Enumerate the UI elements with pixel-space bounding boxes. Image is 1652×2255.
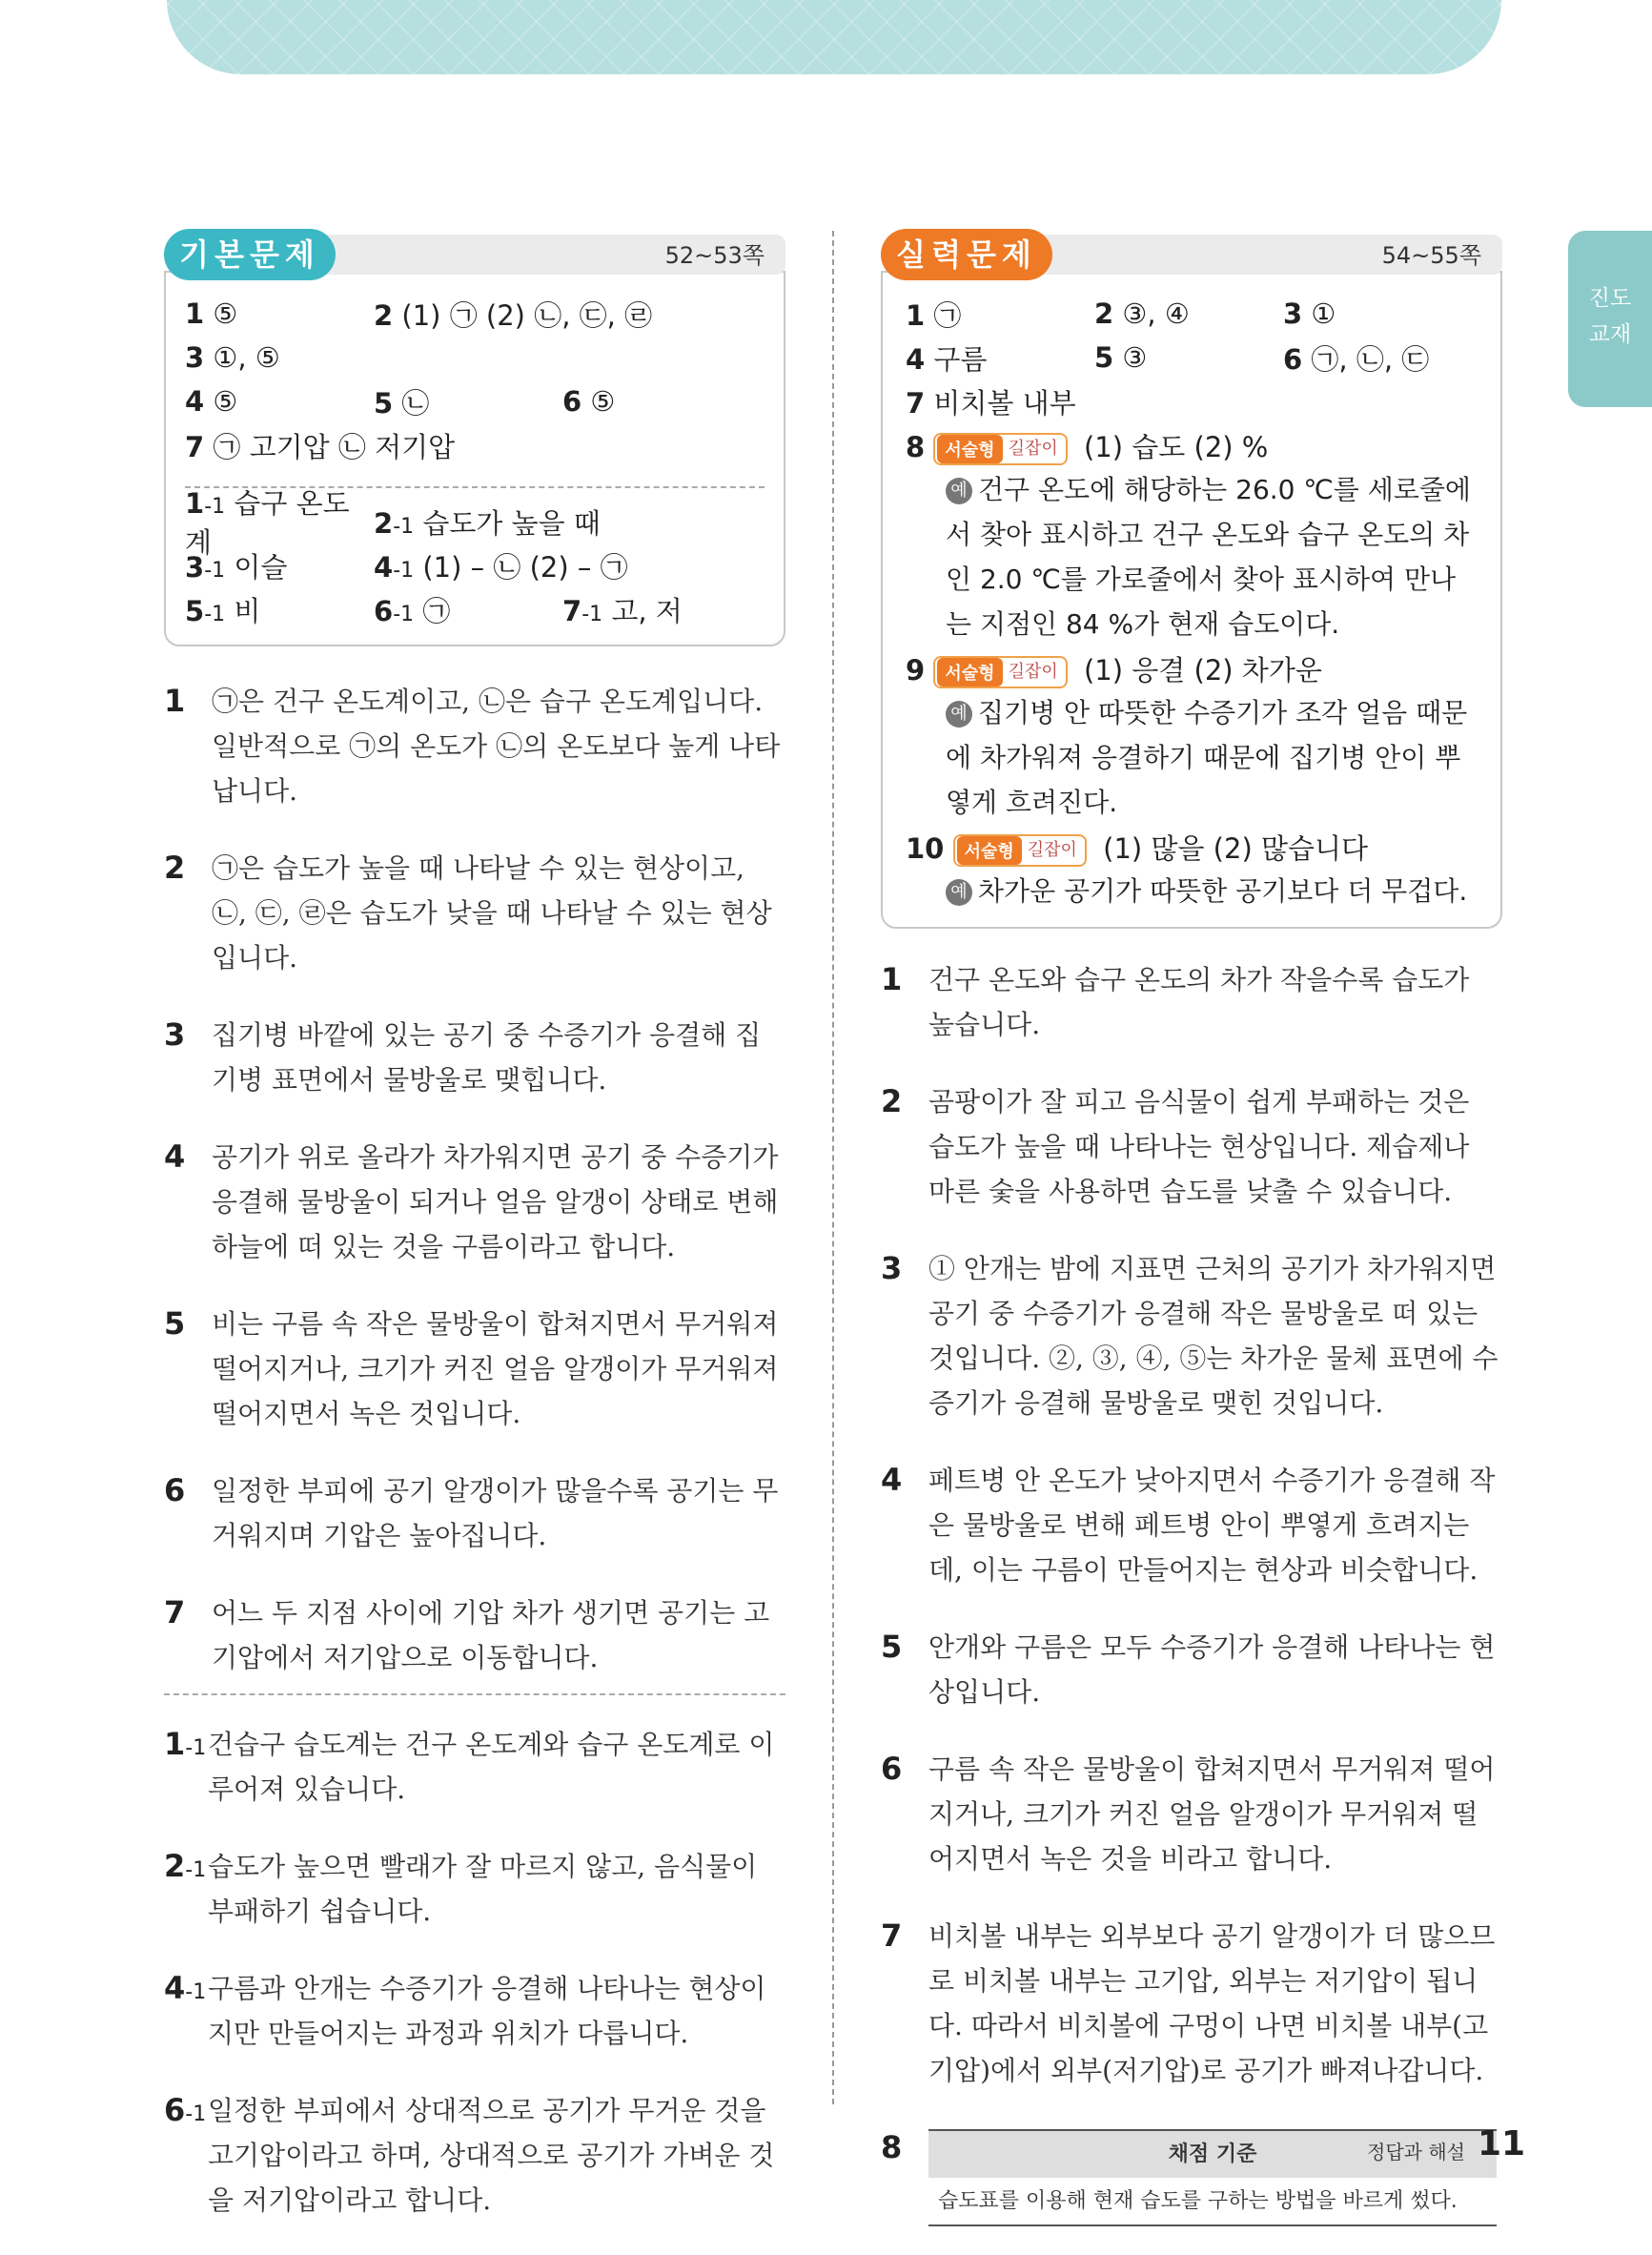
answer-row	[185, 379, 765, 423]
example-mark-icon: 예	[946, 478, 972, 504]
page-number: 11	[1478, 2124, 1526, 2163]
answer-number: 7	[185, 430, 205, 463]
answer-value: 이슬	[234, 550, 288, 584]
answer-number: 3	[185, 341, 205, 374]
answer-value: ㉠ 고기압 ㉡ 저기압	[213, 430, 456, 463]
answer-value: (1) 응결 (2) 차가운	[1083, 653, 1322, 687]
descriptive-badge-tag: 길잡이	[1008, 438, 1058, 459]
answer-row	[906, 379, 1481, 423]
explanation-number: 3	[881, 1250, 903, 1286]
answer-row	[185, 423, 765, 467]
explanation-item	[164, 1302, 785, 1436]
answer-value: 비치볼 내부	[933, 386, 1076, 420]
explanation-number: 7	[164, 1594, 186, 1630]
example-answer	[906, 467, 1481, 646]
right-column	[881, 229, 1502, 2249]
answer-number: 5	[374, 386, 394, 420]
explanation-item	[881, 1458, 1502, 1592]
explanation-item	[881, 1079, 1502, 1214]
basic-section-title: 기본문제	[164, 229, 336, 280]
answer-value: 습구 온도계	[185, 487, 350, 559]
answer-row	[185, 292, 765, 336]
descriptive-badge-label: 서술형	[957, 836, 1022, 865]
advanced-answer-box	[881, 271, 1502, 929]
answer-number: 3	[1283, 297, 1303, 330]
answer-number: 9	[906, 653, 926, 687]
answer-row	[906, 292, 1481, 336]
explanation-text: ㉠은 습도가 높을 때 나타날 수 있는 현상이고, ㉡, ㉢, ㉣은 습도가 낮을 때 나타날 수 있는 현상입니다.	[212, 852, 772, 974]
explanation-item	[164, 846, 785, 980]
explanation-item	[164, 679, 785, 813]
explanation-text: 안개와 구름은 모두 수증기가 응결해 나타나는 현상입니다.	[928, 1631, 1496, 1708]
answer-value: ㉠	[933, 298, 962, 332]
explanation-item	[164, 1468, 785, 1558]
answer-value: (1) 많을 (2) 많습니다	[1103, 831, 1369, 865]
explanation-item	[164, 1590, 785, 1680]
explanation-text: 습도가 높으면 빨래가 잘 마르지 않고, 음식물이 부패하기 쉽습니다.	[208, 1851, 758, 1927]
side-tab-jindo[interactable]	[1568, 231, 1652, 407]
answer-number: 10	[906, 831, 945, 865]
explanation-item	[164, 1013, 785, 1102]
side-tab-line2: 교재	[1588, 322, 1632, 347]
example-text: 차가운 공기가 따뜻한 공기보다 더 무겁다.	[978, 875, 1468, 907]
basic-section-header	[164, 229, 785, 280]
answer-number: 1	[906, 298, 926, 332]
answer-value: (1) – ㉡ (2) – ㉠	[422, 550, 628, 584]
explanation-item	[881, 1914, 1502, 2093]
descriptive-badge-label: 서술형	[937, 435, 1002, 463]
footer-label: 정답과 해설	[1367, 2141, 1465, 2163]
answer-number: 1	[185, 487, 205, 520]
explanation-number: 4	[164, 1138, 186, 1175]
answer-value: ㉠	[422, 594, 451, 627]
explanation-number: 1	[164, 683, 186, 719]
answer-subnumber: -1	[393, 514, 415, 539]
answer-number: 2	[374, 298, 394, 332]
answer-value: ①	[1311, 297, 1336, 330]
answer-value: ⑤	[213, 297, 238, 330]
advanced-section-pages: 54~55쪽	[1381, 242, 1481, 269]
explanation-text: ㉠은 건구 온도계이고, ㉡은 습구 온도계입니다. 일반적으로 ㉠의 온도가 ㉡의 온도보다 높게 나타납니다.	[212, 686, 781, 807]
answer-number: 5	[1094, 341, 1114, 374]
advanced-section-header	[881, 229, 1502, 280]
example-answer	[906, 690, 1481, 825]
explanation-text: 일정한 부피에 공기 알갱이가 많을수록 공기는 무거워지며 기압은 높아집니다.	[212, 1475, 779, 1551]
answer-value: ㉡	[401, 386, 430, 420]
explanation-number: 1	[164, 1726, 186, 1762]
answer-number: 3	[185, 550, 205, 584]
answer-row	[185, 543, 765, 587]
answer-row	[185, 336, 765, 379]
explanation-item	[881, 1246, 1502, 1425]
answer-value: ㉠, ㉡, ㉢	[1311, 342, 1430, 376]
explanation-item	[164, 1135, 785, 1269]
descriptive-badge	[933, 433, 1067, 465]
explanation-text: 구름 속 작은 물방울이 합쳐지면서 무거워져 떨어지거나, 크기가 커진 얼음 알갱이가 무거워져 떨어지면서 녹은 것을 비라고 합니다.	[928, 1753, 1496, 1875]
explanation-number: 2	[164, 1848, 186, 1884]
descriptive-badge-tag: 길잡이	[1008, 661, 1058, 682]
example-mark-icon: 예	[946, 701, 972, 728]
explanation-number: 1	[881, 961, 903, 997]
explanation-text: ① 안개는 밤에 지표면 근처의 공기가 차가워지면 공기 중 수증기가 응결해 작은 물방울로 떠 있는 것입니다. ②, ③, ④, ⑤는 차가운 물체 표면에 수증기가 응결해 물방울로 맺힌 것입니다.	[928, 1253, 1499, 1419]
answer-value: (1) 습도 (2) %	[1083, 430, 1269, 463]
explanation-text: 구름과 안개는 수증기가 응결해 나타나는 현상이지만 만들어지는 과정과 위치가 다릅니다.	[208, 1973, 766, 2049]
descriptive-answer-row	[906, 423, 1481, 467]
explanation-text: 건구 온도와 습구 온도의 차가 작을수록 습도가 높습니다.	[928, 964, 1470, 1040]
answer-row	[185, 487, 765, 559]
sub-explanation-item	[164, 1722, 785, 1812]
side-tab-line1: 진도	[1588, 286, 1632, 311]
answer-value: ③	[1122, 341, 1148, 374]
explanation-number: 2	[881, 1083, 903, 1119]
example-text: 집기병 안 따뜻한 수증기가 조각 얼음 때문에 차가워져 응결하기 때문에 집기병 안이 뿌옇게 흐려진다.	[946, 697, 1468, 818]
explanation-subnumber: -1	[185, 1736, 207, 1760]
explanation-number: 5	[881, 1629, 903, 1665]
explanation-number: 5	[164, 1305, 186, 1342]
answer-number: 4	[906, 342, 926, 376]
answer-number: 4	[185, 385, 205, 418]
answer-subnumber: -1	[204, 558, 226, 583]
answer-value: ⑤	[213, 385, 238, 418]
answer-number: 6	[1283, 342, 1303, 376]
answer-value: 고, 저	[611, 594, 683, 627]
descriptive-answer-row	[906, 825, 1481, 869]
column-divider	[832, 231, 834, 2104]
example-answer	[906, 869, 1481, 913]
answer-number: 7	[562, 594, 582, 627]
descriptive-badge	[933, 656, 1067, 688]
descriptive-badge-label: 서술형	[937, 658, 1002, 687]
answer-subnumber: -1	[581, 602, 603, 626]
answer-subnumber: -1	[204, 495, 226, 519]
top-banner	[167, 0, 1501, 74]
answer-subnumber: -1	[393, 602, 415, 626]
descriptive-badge	[953, 834, 1087, 867]
answer-number: 7	[906, 386, 926, 420]
answer-number: 4	[374, 550, 394, 584]
explanation-text: 곰팡이가 잘 피고 음식물이 쉽게 부패하는 것은 습도가 높을 때 나타나는 현상입니다. 제습제나 마른 숯을 사용하면 습도를 낮출 수 있습니다.	[928, 1086, 1470, 1207]
answer-value: 습도가 높을 때	[422, 506, 601, 540]
explanation-number: 7	[881, 1917, 903, 1954]
explanation-number: 6	[164, 2092, 186, 2128]
explanation-text: 페트병 안 온도가 낮아지면서 수증기가 응결해 작은 물방울로 변해 페트병 안이 뿌옇게 흐려지는데, 이는 구름이 만들어지는 현상과 비슷합니다.	[928, 1465, 1496, 1586]
explanation-subnumber: -1	[185, 2102, 207, 2126]
answer-number: 2	[1094, 297, 1114, 330]
descriptive-badge-tag: 길잡이	[1027, 839, 1077, 860]
explanation-number: 2	[164, 850, 186, 886]
answer-row	[906, 336, 1481, 379]
left-column	[164, 229, 785, 2255]
answer-value: ⑤	[590, 385, 616, 418]
criteria-row: 습도표를 이용해 현재 습도를 구하는 방법을 바르게 썼다.	[928, 2178, 1497, 2225]
answer-number: 6	[374, 594, 394, 627]
explanation-text: 건습구 습도계는 건구 온도계와 습구 온도계로 이루어져 있습니다.	[208, 1729, 775, 1805]
explanation-number: 8	[881, 2129, 903, 2165]
explanation-number: 3	[164, 1016, 186, 1053]
explanation-item	[881, 957, 1502, 1047]
sub-explanation-item	[164, 1844, 785, 1934]
basic-answer-box	[164, 271, 785, 646]
advanced-section-title: 실력문제	[881, 229, 1052, 280]
answer-row	[185, 587, 765, 631]
answer-number: 1	[185, 297, 205, 330]
answer-number: 2	[374, 506, 394, 540]
explanation-number: 6	[881, 1751, 903, 1787]
basic-section-pages: 52~53쪽	[664, 242, 765, 269]
explanation-text: 어느 두 지점 사이에 기압 차가 생기면 공기는 고기압에서 저기압으로 이동합니다.	[212, 1597, 770, 1673]
criteria-header: 채점 기준	[928, 2130, 1497, 2178]
explanation-text: 집기병 바깥에 있는 공기 중 수증기가 응결해 집기병 표면에서 물방울로 맺힙니다.	[212, 1019, 762, 1096]
sub-explanation-item	[164, 2088, 785, 2223]
example-text: 건구 온도에 해당하는 26.0 ℃를 세로줄에서 찾아 표시하고 건구 온도와 습구 온도의 차인 2.0 ℃를 가로줄에서 찾아 표시하여 만나는 지점인 84 %가 현재 습도이다.	[946, 474, 1471, 640]
answer-number: 6	[562, 385, 582, 418]
answer-value: (1) ㉠ (2) ㉡, ㉢, ㉣	[401, 298, 653, 332]
answer-number: 8	[906, 430, 926, 463]
answer-value: ③, ④	[1122, 297, 1190, 330]
answer-number: 5	[185, 594, 205, 627]
answer-value: ①, ⑤	[213, 341, 280, 374]
answer-value: 비	[234, 594, 261, 627]
explanation-text: 비치볼 내부는 외부보다 공기 알갱이가 더 많으므로 비치볼 내부는 고기압, 외부는 저기압이 됩니다. 따라서 비치볼에 구멍이 나면 비치볼 내부(고기압)에서 외부(저기압)로 공기가 빠져나갑니다.	[928, 1920, 1496, 2086]
explanation-item	[881, 1625, 1502, 1714]
explanation-subnumber: -1	[185, 1980, 207, 2004]
explanation-number: 4	[164, 1970, 186, 2006]
descriptive-answer-row	[906, 646, 1481, 690]
explanation-text: 일정한 부피에서 상대적으로 공기가 무거운 것을 고기압이라고 하며, 상대적으로 공기가 가벼운 것을 저기압이라고 합니다.	[208, 2095, 775, 2216]
explanation-text: 공기가 위로 올라가 차가워지면 공기 중 수증기가 응결해 물방울이 되거나 얼음 알갱이 상태로 변해 하늘에 떠 있는 것을 구름이라고 합니다.	[212, 1141, 779, 1262]
answer-value: 구름	[933, 342, 988, 376]
explanation-subnumber: -1	[185, 1858, 207, 1882]
answer-subnumber: -1	[393, 558, 415, 583]
sub-explanation-item	[164, 1966, 785, 2056]
explanation-number: 4	[881, 1462, 903, 1498]
explanation-divider	[164, 1693, 785, 1695]
example-mark-icon: 예	[946, 879, 972, 906]
explanation-number: 6	[164, 1472, 186, 1508]
explanation-item	[881, 1747, 1502, 1881]
answer-subnumber: -1	[204, 602, 226, 626]
explanation-text: 비는 구름 속 작은 물방울이 합쳐지면서 무거워져 떨어지거나, 크기가 커진 얼음 알갱이가 무거워져 떨어지면서 녹은 것입니다.	[212, 1308, 779, 1429]
